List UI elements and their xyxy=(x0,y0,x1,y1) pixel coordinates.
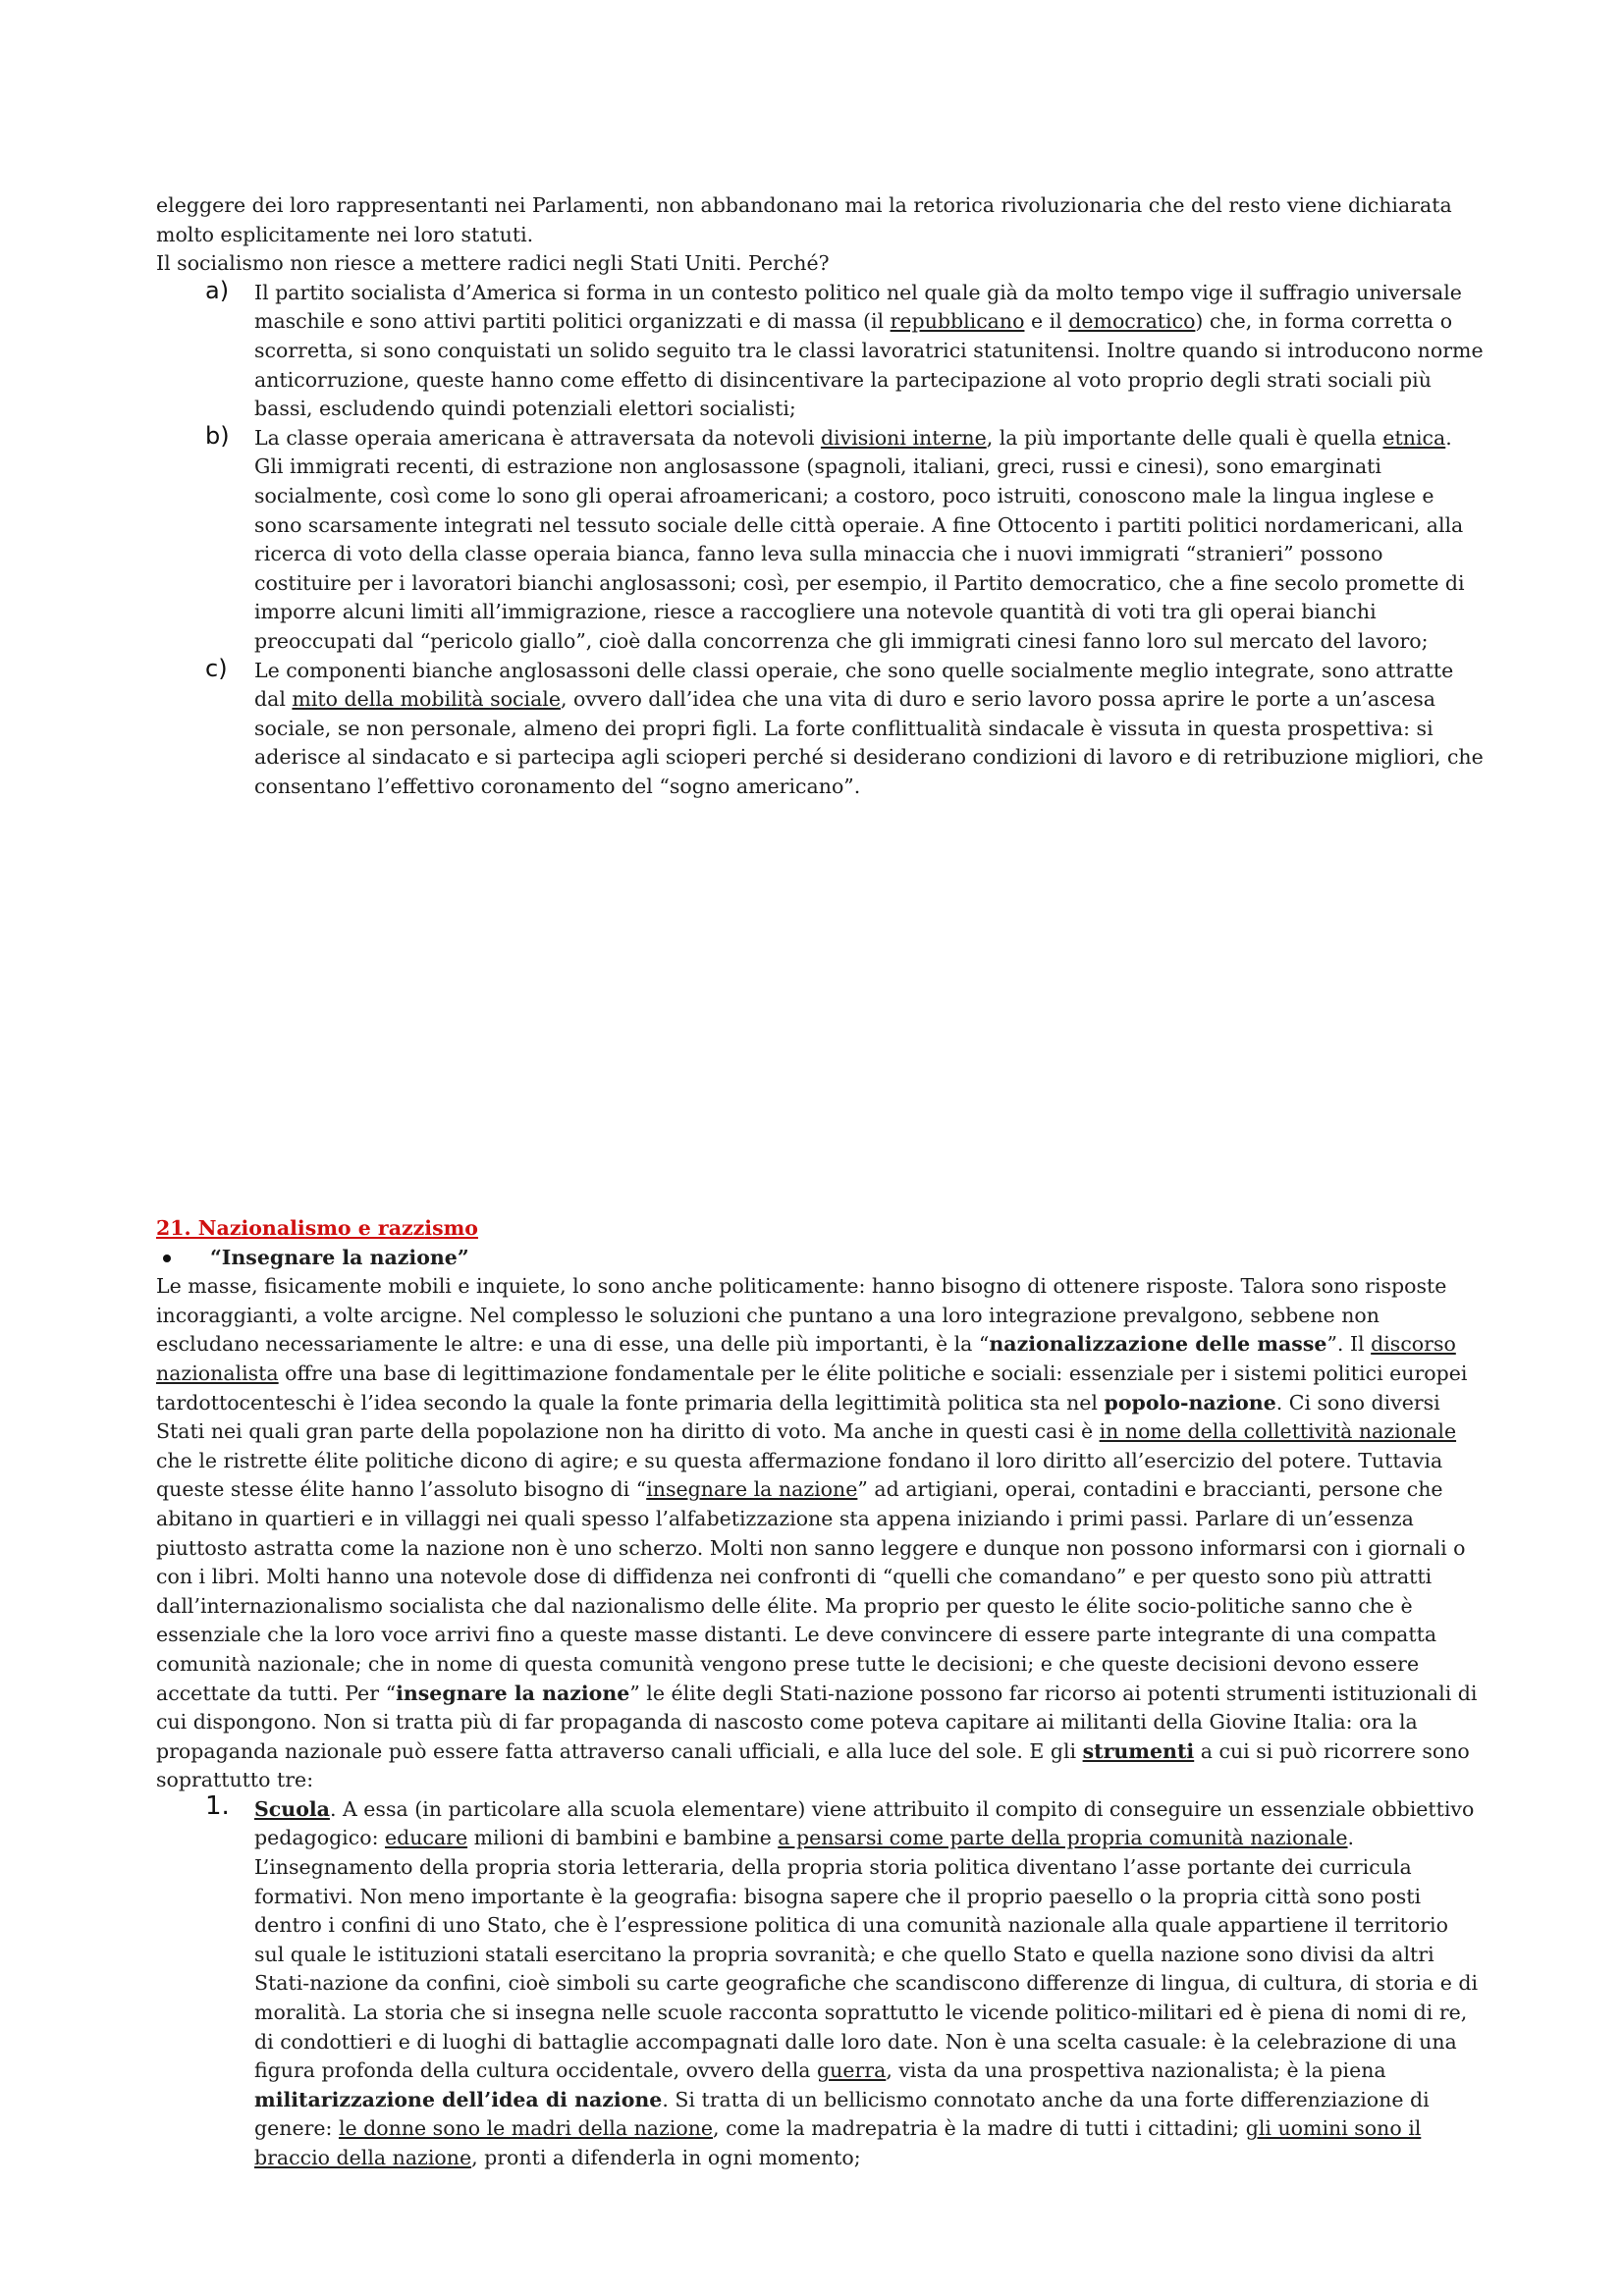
bold-term: militarizzazione dell’idea di nazione xyxy=(254,2087,663,2111)
list-item: a) Il partito socialista d’America si forma in un contesto politico nel quale già da molto tempo vige il suffragio universale maschile e sono attivi partiti politici organizzati e di massa (il repubblicano e il democratico) che, in forma corretta o scorretta, si sono conquistati un solido seguito tra le classi lavoratrici statunitensi. Inoltre quando si introducono norme anticorruzione, queste hanno come effetto di disincentivare la partecipazione al voto proprio degli strati sociali più bassi, escludendo quindi potenziali elettori socialisti; xyxy=(205,276,1484,421)
bold-term: popolo-nazione xyxy=(1104,1390,1276,1415)
subheading-bullet xyxy=(156,1244,1484,1273)
numbered-item: 1. Scuola. A essa (in particolare alla scuola elementare) viene attribuito il compito di conseguire un essenziale obbiettivo pedagogico: educare milioni di bambini e bambine a pensarsi come parte della propria comunità nazionale. L’insegnamento della propria storia letteraria, della propria storia politica diventano l’asse portante dei curricula formativi. Non meno importante è la geografia: bisogna sapere che il proprio paesello o la propria città sono posti dentro i confini di uno Stato, che è l’espressione politica di una comunità nazionale alla quale appartiene il territorio sul quale le istituzioni statali esercitano la propria sovranità; e che quello Stato e quella nazione sono divisi da altri Stati-nazione da confini, cioè simboli su carte geografiche che scandiscono differenze di lingua, di cultura, di storia e di moralità. La storia che si insegna nelle scuole racconta soprattutto le vicende politico-militari ed è piena di nomi di re, di condottieri e di luoghi di battaglie accompagnati dalle loro date. Non è una scelta casuale: è la celebrazione di una figura profonda della cultura occidentale, ovvero della guerra, vista da una prospettiva nazionalista; è la piena militarizzazione dell’idea di nazione. Si tratta di un bellicismo connotato anche da una forte differenziazione di genere: le donne sono le madri della nazione, come la madrepatria è la madre di tutti i cittadini; gli uomini sono il braccio della nazione, pronti a difenderla in ogni momento; xyxy=(205,1790,1479,2169)
underlined-term: insegnare la nazione xyxy=(646,1477,858,1502)
subheading-text: “Insegnare la nazione” xyxy=(210,1245,469,1269)
underlined-term: mito della mobilità sociale xyxy=(292,687,561,712)
underlined-term: etnica xyxy=(1382,425,1446,450)
list-marker: c) xyxy=(205,654,228,682)
underlined-term: a pensarsi come parte della propria comunità nazionale xyxy=(778,1826,1348,1850)
bold-term: nazionalizzazione delle masse xyxy=(989,1332,1327,1357)
intro-paragraph: eleggere dei loro rappresentanti nei Parlamenti, non abbandonano mai la retorica rivoluzionaria che del resto viene dichiarata molto esplicitamente nei loro statuti. xyxy=(156,193,1452,246)
underlined-term: in nome della collettività nazionale xyxy=(1099,1419,1457,1444)
underlined-term: repubblicano xyxy=(890,309,1025,334)
section-block xyxy=(156,1214,1484,2173)
list-number: 1. xyxy=(205,1790,230,1821)
underlined-term: le donne sono le madri della nazione xyxy=(338,2116,714,2141)
list-item: b) La classe operaia americana è attraversata da notevoli divisioni interne, la più importante delle quali è quella etnica. Gli immigrati recenti, di estrazione non anglosassone (spagnoli, italiani, greci, russi e cinesi), sono emarginati socialmente, così come lo sono gli operai afroamericani; a costoro, poco istruiti, conoscono male la lingua inglese e sono scarsamente integrati nel tessuto sociale delle città operaie. A fine Ottocento i partiti politici nordamericani, alla ricerca di voto della classe operaia bianca, fanno leva sulla minaccia che i nuovi immigrati “stranieri” possono costituire per i lavoratori bianchi anglosassoni; così, per esempio, il Partito democratico, che a fine secolo promette di imporre alcuni limiti all’immigrazione, riesce a raccogliere una notevole quantità di voti tra gli operai bianchi preoccupati dal “pericolo giallo”, cioè dalla concorrenza che gli immigrati cinesi fanno loro sul mercato del lavoro; xyxy=(205,421,1465,653)
bold-underlined-term: Scuola xyxy=(254,1796,330,1821)
underlined-term: discorso nazionalista xyxy=(156,1332,1456,1385)
underlined-term: democratico xyxy=(1068,309,1196,334)
bold-underlined-term: strumenti xyxy=(1082,1738,1195,1763)
underlined-term: divisioni interne xyxy=(820,425,987,450)
bullet-icon xyxy=(163,1255,171,1262)
bold-term: insegnare la nazione xyxy=(396,1681,630,1705)
underlined-term: educare xyxy=(385,1826,468,1850)
reasons-list xyxy=(156,276,1484,802)
section-heading: 21. Nazionalismo e razzismo xyxy=(156,1216,478,1240)
underlined-term: guerra xyxy=(817,2058,887,2083)
list-marker: b) xyxy=(205,421,230,450)
underlined-term: gli uomini sono il braccio della nazione xyxy=(254,2116,1422,2169)
section-paragraph: Le masse, fisicamente mobili e inquiete, lo sono anche politicamente: hanno bisogno di ottenere risposte. Talora sono risposte incoraggianti, a volte arcigne. Nel complesso le soluzioni che puntano a una loro integrazione prevalgono, sebbene non escludano necessariamente le altre: e una di esse, una delle più importanti, è la “nazionalizzazione delle masse”. Il discorso nazionalista offre una base di legittimazione fondamentale per le élite politiche e sociali: essenziale per i sistemi politici europei tardottocenteschi è l’idea secondo la quale la fonte primaria della legittimità politica sta nel popolo-nazione. Ci sono diversi Stati nei quali gran parte della popolazione non ha diritto di voto. Ma anche in questi casi è in nome della collettività nazionale che le ristrette élite politiche dicono di agire; e su questa affermazione fondano il loro diritto all’esercizio del potere. Tuttavia queste stesse élite hanno l’assoluto bisogno di “insegnare la nazione” ad artigiani, operai, contadini e braccianti, persone che abitano in quartieri e in villaggi nei quali spesso l’alfabetizzazione sta appena iniziando i primi passi. Parlare di un’essenza piuttosto astratta come la nazione non è uno scherzo. Molti non sanno leggere e dunque non possono informarsi con i giornali o con i libri. Molti hanno una notevole dose di diffidenza nei confronti di “quelli che comandano” e per questo sono più attratti dall’internazionalismo socialista che dal nazionalismo delle élite. Ma proprio per questo le élite socio-politiche sanno che è essenziale che la loro voce arrivi fino a queste masse distanti. Le deve convincere di essere parte integrante di una compatta comunità nazionale; che in nome di questa comunità vengono prese tutte le decisioni; e che queste decisioni devono essere accettate da tutti. Per “insegnare la nazione” le élite degli Stati-nazione possono far ricorso ai potenti strumenti istituzionali di cui dispongono. Non si tratta più di far propaganda di nascosto come poteva capitare ai militanti della Giovine Italia: ora la propaganda nazionale può essere fatta attraverso canali ufficiali, e alla luce del sole. E gli strumenti a cui si può ricorrere sono soprattutto tre: xyxy=(156,1274,1478,1792)
list-marker: a) xyxy=(205,276,230,304)
intro-question: Il socialismo non riesce a mettere radici negli Stati Uniti. Perché? xyxy=(156,251,830,276)
top-text-block xyxy=(156,191,1484,801)
list-item: c) Le componenti bianche anglosassoni delle classi operaie, che sono quelle socialmente meglio integrate, sono attratte dal mito della mobilità sociale, ovvero dall’idea che una vita di duro e serio lavoro possa aprire le porte a un’ascesa sociale, se non personale, almeno dei propri figli. La forte conflittualità sindacale è vissuta in questa prospettiva: si aderisce al sindacato e si partecipa agli scioperi perché si desiderano condizioni di lavoro e di retribuzione migliori, che consentano l’effettivo coronamento del “sogno americano”. xyxy=(205,654,1484,798)
